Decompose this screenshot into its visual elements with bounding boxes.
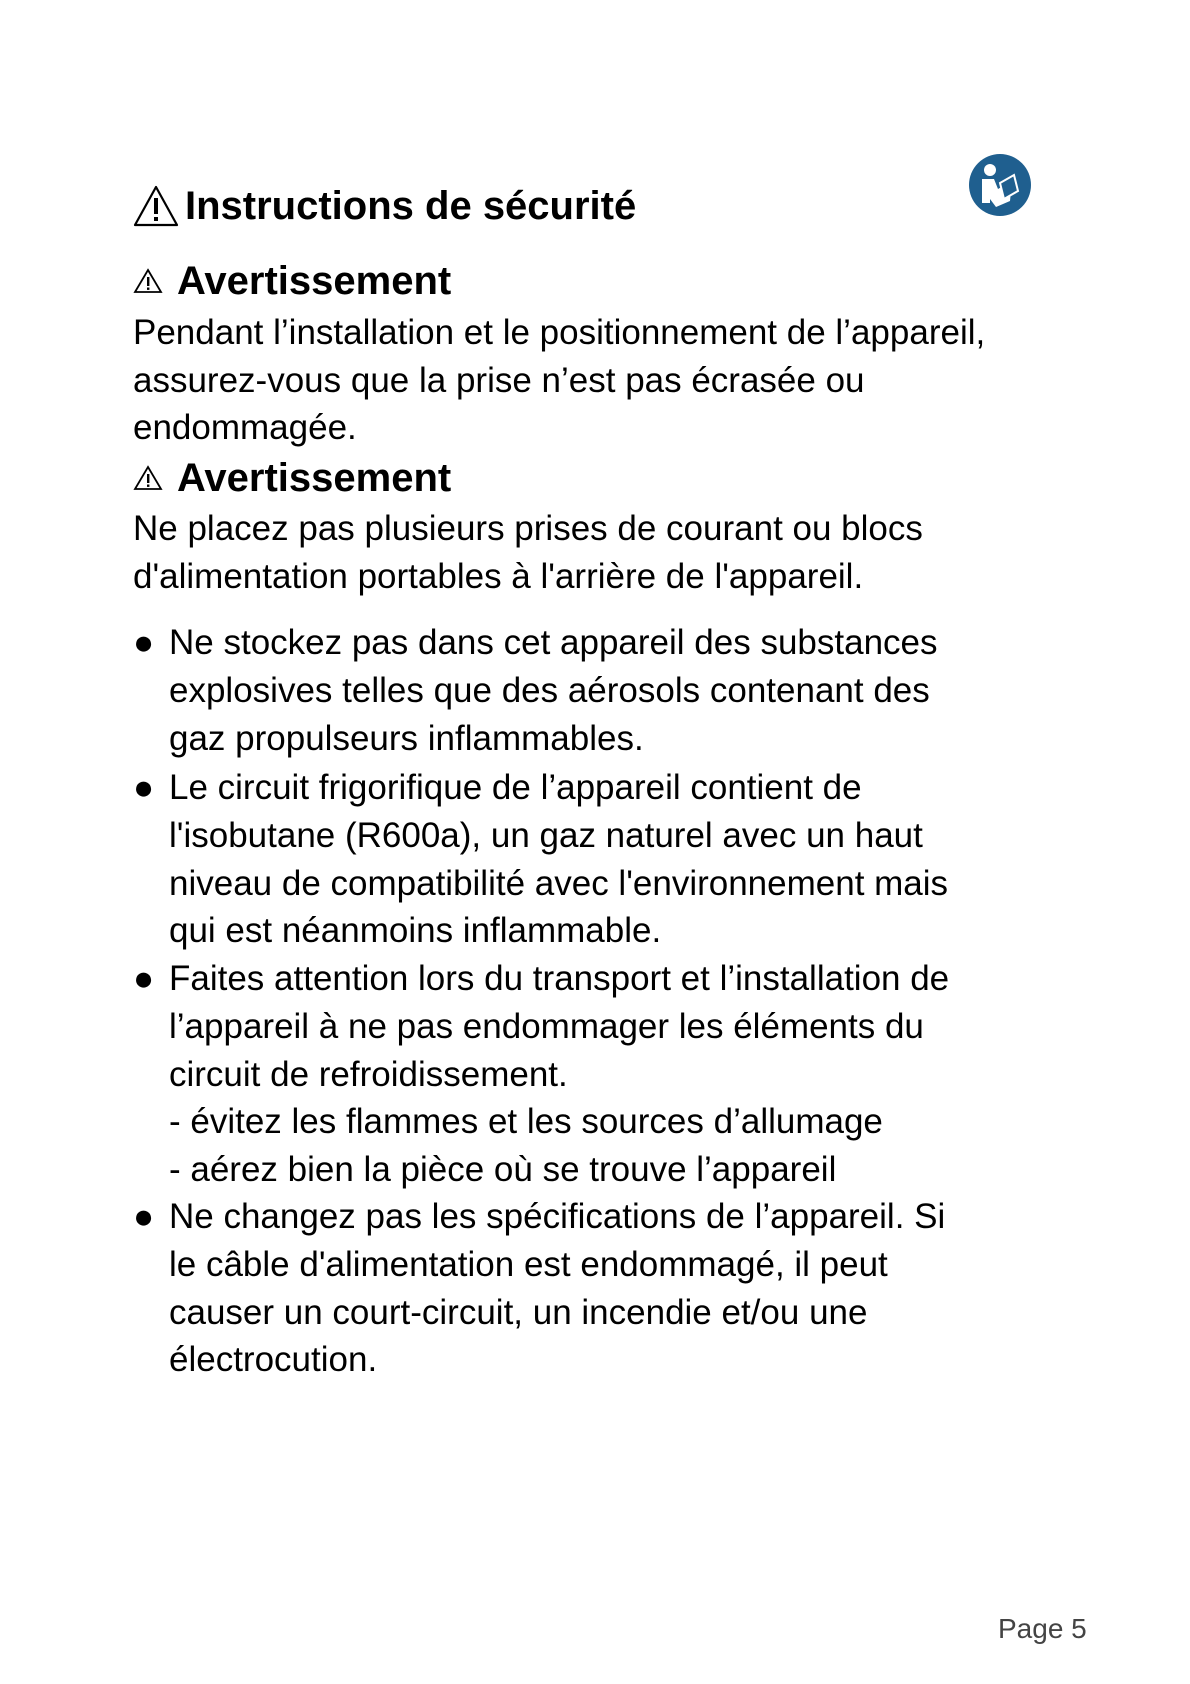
text-line: l’appareil à ne pas endommager les éléments du xyxy=(169,1006,924,1046)
text-line: - évitez les flammes et les sources d’allumage xyxy=(169,1102,883,1142)
text-line: niveau de compatibilité avec l'environnement mais xyxy=(169,863,949,903)
read-manual-icon xyxy=(968,153,1032,217)
heading-text: Avertissement xyxy=(177,259,452,303)
text-line: causer un court-circuit, un incendie et/ou une xyxy=(169,1292,868,1332)
bullet-icon: ● xyxy=(133,1197,155,1236)
heading-text: Avertissement xyxy=(177,456,452,500)
bullet-item-3 xyxy=(133,955,949,1194)
text-line: le câble d'alimentation est endommagé, il peut xyxy=(169,1244,888,1284)
warning-paragraph-2 xyxy=(133,505,923,600)
warning-heading-2 xyxy=(133,454,451,502)
text-line: endommagée. xyxy=(133,408,357,447)
text-line: électrocution. xyxy=(169,1340,378,1380)
warning-triangle-icon xyxy=(133,268,163,294)
bullet-icon: ● xyxy=(133,768,155,807)
text-line: explosives telles que des aérosols contenant des xyxy=(169,670,930,710)
text-line: Le circuit frigorifique de l’appareil contient de xyxy=(169,768,862,807)
warning-triangle-icon xyxy=(133,465,163,491)
text-line: gaz propulseurs inflammables. xyxy=(169,718,644,758)
page-number: Page 5 xyxy=(998,1613,1087,1644)
text-line: Faites attention lors du transport et l’installation de xyxy=(169,959,950,998)
text-line: Ne stockez pas dans cet appareil des substances xyxy=(169,623,938,662)
bullet-item-4 xyxy=(133,1193,945,1384)
text-line: Ne placez pas plusieurs prises de courant ou blocs xyxy=(133,509,923,548)
text-line: l'isobutane (R600a), un gaz naturel avec un haut xyxy=(169,815,923,855)
text-line: assurez-vous que la prise n’est pas écrasée ou xyxy=(133,360,865,400)
warning-paragraph-1 xyxy=(133,309,985,452)
bullet-item-1 xyxy=(133,619,938,762)
text-line: qui est néanmoins inflammable. xyxy=(169,911,662,951)
bullet-item-2 xyxy=(133,764,948,955)
text-line: Pendant l’installation et le positionnement de l’appareil, xyxy=(133,313,986,352)
title-text: Instructions de sécurité xyxy=(185,184,637,228)
page-title xyxy=(133,182,636,230)
text-line: d'alimentation portables à l'arrière de l'appareil. xyxy=(133,556,864,596)
text-line: - aérez bien la pièce où se trouve l’appareil xyxy=(169,1150,837,1190)
bullet-icon: ● xyxy=(133,959,155,998)
warning-triangle-icon xyxy=(133,185,179,227)
warning-heading-1 xyxy=(133,257,451,305)
bullet-icon: ● xyxy=(133,623,155,662)
text-line: Ne changez pas les spécifications de l’appareil. Si xyxy=(169,1197,946,1236)
text-line: circuit de refroidissement. xyxy=(169,1054,568,1094)
